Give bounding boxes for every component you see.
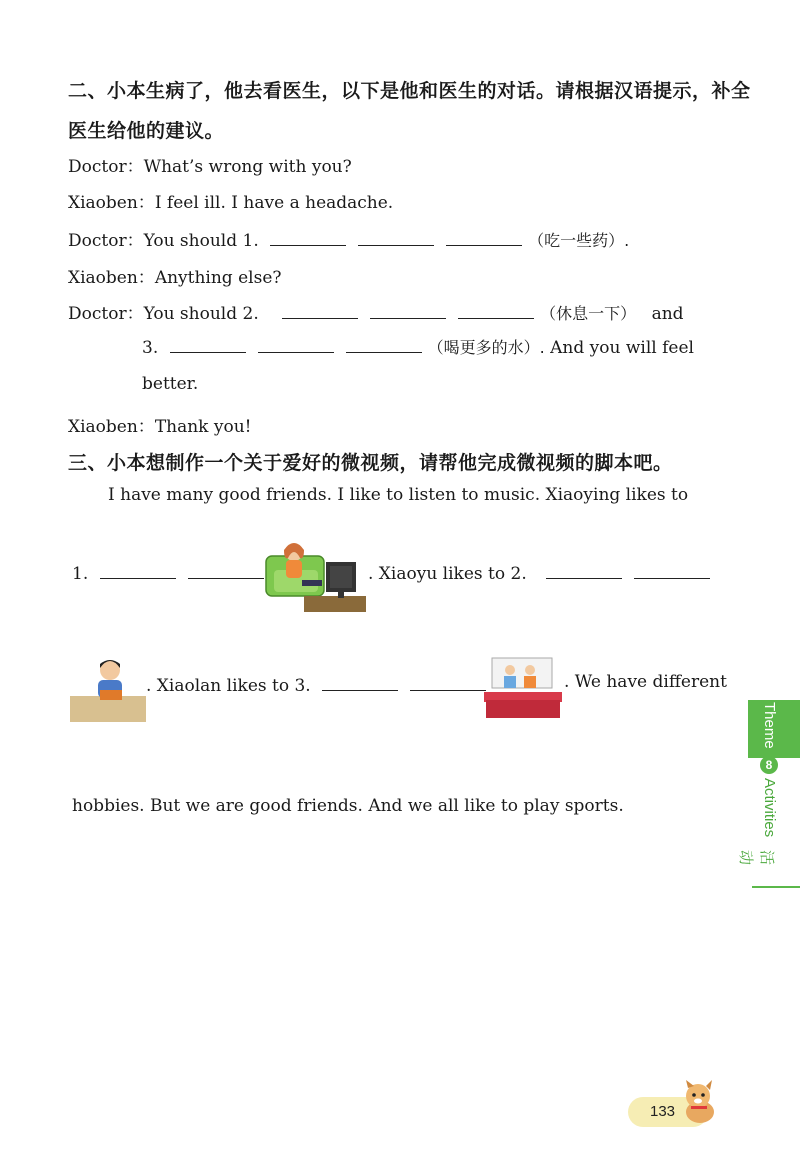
answer-blank[interactable] (188, 577, 264, 579)
section2-title-line2: 医生给他的建议。 (68, 120, 225, 142)
answer-blank[interactable] (446, 244, 522, 246)
answer-blank[interactable] (370, 317, 446, 319)
dialog-line-4 (68, 263, 282, 288)
dialog-line-5 (68, 299, 684, 324)
utterance-tail: And you will feel (550, 338, 694, 358)
sidebar-divider (752, 886, 800, 888)
sentence: . Xiaoyu likes to 2. (368, 564, 527, 584)
watch-tv-illustration (264, 538, 368, 614)
activities-label: Activities (761, 778, 778, 838)
dialog-line-7 (142, 374, 198, 394)
answer-blank[interactable] (282, 317, 358, 319)
chinese-hint: （吃一些药）. (528, 231, 630, 250)
theme-label: Theme (761, 702, 778, 749)
section3-para-line1: I have many good friends. I like to listen to music. Xiaoying likes to (108, 485, 689, 505)
sentence: . Xiaolan likes to 3. (146, 676, 311, 696)
dialog-line-1 (68, 152, 352, 177)
cinema-illustration (484, 656, 562, 720)
section3-line2 (72, 564, 270, 584)
section3-title: 三、小本想制作一个关于爱好的微视频，请帮他完成微视频的脚本吧。 (68, 452, 673, 474)
dialog-line-8 (68, 412, 252, 437)
speaker: Xiaoben： (68, 268, 155, 288)
answer-blank[interactable] (170, 351, 246, 353)
utterance: You should 2. (143, 304, 259, 324)
answer-blank[interactable] (100, 577, 176, 579)
reading-illustration (70, 656, 148, 724)
section2-title-line1: 二、小本生病了，他去看医生，以下是他和医生的对话。请根据汉语提示，补全 (68, 80, 751, 102)
utterance: better. (142, 374, 199, 394)
dog-mascot-icon (676, 1078, 724, 1126)
blank-number: 1. (72, 564, 89, 584)
answer-blank[interactable] (322, 689, 398, 691)
utterance: You should 1. (143, 231, 259, 251)
section3-last-line: hobbies. But we are good friends. And we all like to play sports. (72, 796, 624, 816)
chinese-hint: （喝更多的水）. (427, 338, 545, 357)
speaker: Doctor： (68, 157, 144, 177)
activities-cn-label: 活动 (737, 850, 775, 866)
dialog-line-6 (142, 335, 694, 358)
answer-blank[interactable] (270, 244, 346, 246)
section3-line3-end: . We have different (564, 672, 727, 692)
answer-blank[interactable] (346, 351, 422, 353)
speaker: Xiaoben： (68, 193, 155, 213)
section3-line2-mid (368, 564, 716, 584)
speaker: Doctor： (68, 304, 144, 324)
page-number: 133 (650, 1103, 676, 1120)
speaker: Doctor： (68, 231, 144, 251)
utterance: Anything else? (154, 268, 282, 288)
answer-blank[interactable] (634, 577, 710, 579)
utterance: 3. (142, 338, 159, 358)
utterance: Thank you! (154, 417, 252, 437)
chinese-hint: （休息一下） (540, 304, 637, 323)
utterance: I feel ill. I have a headache. (154, 193, 394, 213)
dialog-line-2 (68, 188, 393, 213)
utterance-tail: and (651, 304, 684, 324)
answer-blank[interactable] (358, 244, 434, 246)
dialog-line-3 (68, 226, 629, 251)
answer-blank[interactable] (410, 689, 486, 691)
speaker: Xiaoben： (68, 417, 155, 437)
answer-blank[interactable] (258, 351, 334, 353)
answer-blank[interactable] (458, 317, 534, 319)
utterance: What’s wrong with you? (143, 157, 352, 177)
answer-blank[interactable] (546, 577, 622, 579)
theme-number-badge: 8 (760, 756, 778, 774)
section3-line3 (146, 676, 492, 696)
